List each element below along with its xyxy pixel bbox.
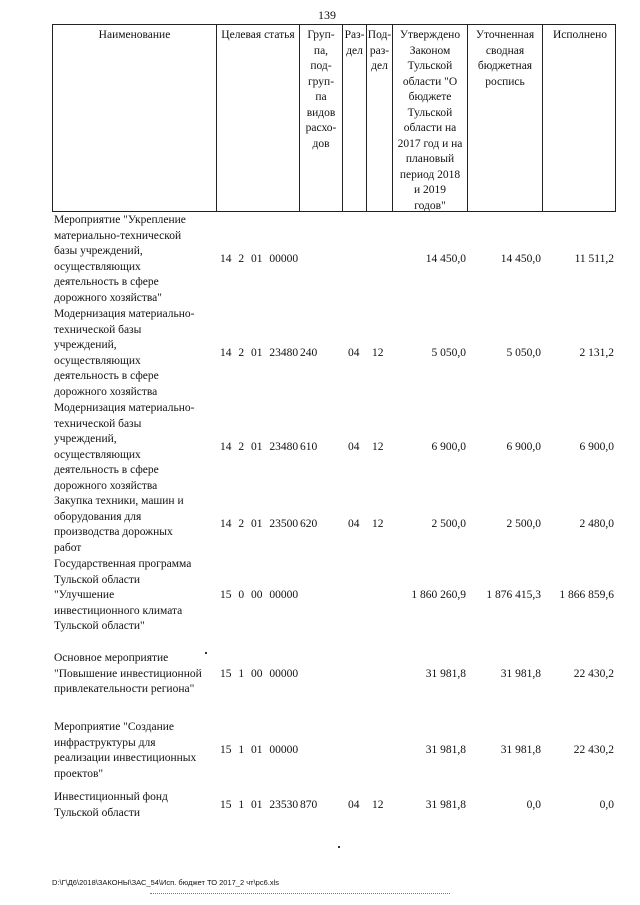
row-name-line: деятельность в сфере [54, 370, 159, 382]
row-name-line: технической базы [54, 417, 142, 430]
header-line: дел [346, 44, 363, 57]
row-name-line: инфраструктуры для [54, 736, 156, 749]
scan-speck [205, 652, 207, 654]
row-name-line: Мероприятие "Укрепление [54, 214, 186, 226]
row-refined: 2 500,0 [506, 518, 541, 531]
row-name-line: Тульской области [54, 806, 141, 819]
row-done: 0,0 [599, 798, 614, 811]
row-approved: 5 050,0 [431, 346, 466, 359]
header-done [543, 25, 617, 211]
row-approved: 6 900,0 [431, 440, 466, 453]
row-refined: 14 450,0 [500, 252, 541, 265]
row-podrazdel: 12 [372, 440, 384, 453]
row-name-line: деятельность в сфере [54, 464, 159, 476]
header-line: видов [306, 106, 336, 119]
header-line: Утверждено [399, 29, 461, 41]
header-line: бюджетная [477, 60, 533, 72]
row-name-line: дорожного хозяйства" [54, 291, 162, 304]
row-name-line: деятельность в сфере [54, 276, 159, 288]
table-header [52, 24, 616, 212]
header-line: дел [371, 60, 388, 72]
header-line: под- [310, 60, 332, 72]
row-approved: 1 860 260,9 [411, 589, 466, 601]
footer-file-path: D:\Г\Д6\2018\ЗАКОНЫ\ЗАС_54\Исп. бюджет ТО 2017_2 чт\рс6.xls [52, 878, 280, 887]
row-done: 22 430,2 [573, 667, 614, 680]
header-line: плановый [405, 153, 455, 165]
row-name-line: осуществляющих [54, 260, 141, 273]
row-name-line: инвестиционного климата [54, 604, 183, 617]
row-name [54, 401, 214, 494]
row-razdel: 04 [348, 440, 360, 453]
header-name [53, 25, 217, 211]
row-name-line: дорожного хозяйства [54, 479, 158, 492]
row-target-code: 14 2 01 23500 [220, 518, 299, 531]
row-name-line: Тульской области" [54, 620, 145, 632]
row-name [54, 790, 214, 821]
header-line: груп- [307, 75, 335, 88]
header-line: Груп- [307, 29, 335, 41]
header-line: па [315, 91, 327, 103]
row-approved: 2 500,0 [431, 518, 466, 531]
header-line: области "О [402, 75, 458, 88]
row-done: 1 866 859,6 [559, 589, 614, 601]
header-line: Наименование [98, 29, 171, 41]
row-name-line: дорожного хозяйства [54, 385, 158, 398]
row-razdel: 04 [348, 346, 360, 359]
row-name-line: реализации инвестиционных [54, 752, 197, 764]
row-name-line: Государственная программа [54, 558, 192, 570]
row-done: 11 511,2 [574, 252, 614, 265]
page-number: 139 [318, 8, 336, 22]
row-name [54, 557, 214, 635]
header-razdel [343, 25, 367, 211]
row-name-line: учреждений, [54, 339, 117, 351]
header-line: области на [403, 122, 457, 134]
row-name-line: проектов" [54, 767, 104, 780]
footer-rule [150, 893, 450, 894]
row-refined: 0,0 [526, 798, 541, 811]
row-group: 870 [300, 798, 318, 811]
row-target-code: 15 1 01 00000 [220, 744, 299, 757]
row-name-line: производства дорожных [54, 526, 173, 538]
header-line: и 2019 [413, 184, 447, 196]
row-name-line: базы учреждений, [54, 245, 143, 257]
header-line: Раз- [344, 29, 365, 41]
header-line: раз- [369, 44, 390, 57]
row-target-code: 14 2 01 23480 [220, 440, 299, 453]
row-name-line: Модернизация материально- [54, 308, 195, 320]
header-line: годов" [414, 199, 446, 212]
row-approved: 31 981,8 [425, 744, 466, 757]
header-line: Законом [409, 44, 451, 57]
row-name-line: привлекательности региона" [54, 683, 195, 695]
header-line: роспись [485, 75, 525, 88]
row-podrazdel: 12 [372, 346, 384, 359]
row-name-line: материально-технической [54, 229, 182, 242]
row-done: 2 131,2 [579, 346, 614, 359]
header-line: расхо- [305, 122, 337, 134]
row-done: 6 900,0 [579, 440, 614, 453]
header-group [300, 25, 343, 211]
header-line: дов [312, 137, 330, 150]
row-razdel: 04 [348, 518, 360, 531]
row-name-line: "Повышение инвестиционной [54, 667, 202, 680]
row-approved: 31 981,8 [425, 798, 466, 811]
row-name [54, 213, 214, 306]
row-name-line: Закупка техники, машин и [54, 495, 184, 507]
row-name-line: работ [54, 541, 82, 554]
row-name [54, 651, 214, 698]
row-target-code: 15 1 00 00000 [220, 667, 299, 680]
row-name-line: учреждений, [54, 433, 117, 445]
row-done: 22 430,2 [573, 744, 614, 757]
header-line: Исполнено [552, 29, 608, 41]
row-name-line: "Улучшение [54, 589, 115, 601]
row-name-line: Мероприятие "Создание [54, 721, 175, 733]
header-podrazdel [367, 25, 393, 211]
header-target [217, 25, 300, 211]
row-name-line: осуществляющих [54, 354, 141, 367]
row-name [54, 720, 214, 782]
row-refined: 5 050,0 [506, 346, 541, 359]
row-approved: 14 450,0 [425, 252, 466, 265]
row-podrazdel: 12 [372, 798, 384, 811]
row-name-line: осуществляющих [54, 448, 141, 461]
header-line: период 2018 [399, 168, 461, 181]
row-name [54, 494, 214, 556]
header-line: бюджете [408, 91, 452, 103]
row-name-line: оборудования для [54, 510, 142, 523]
header-line: 2017 год и на [397, 137, 463, 150]
row-refined: 1 876 415,3 [486, 589, 541, 601]
row-refined: 31 981,8 [500, 744, 541, 757]
row-podrazdel: 12 [372, 518, 384, 531]
header-line: Тульской [407, 60, 453, 72]
header-line: Тульской [407, 106, 453, 119]
row-name-line: Модернизация материально- [54, 402, 195, 414]
row-name-line: технической базы [54, 323, 142, 336]
row-razdel: 04 [348, 798, 360, 811]
row-refined: 31 981,8 [500, 667, 541, 680]
scan-speck [338, 846, 340, 848]
row-name-line: Инвестиционный фонд [54, 791, 168, 803]
row-name [54, 307, 214, 400]
header-line: сводная [485, 44, 525, 57]
header-refined [468, 25, 543, 211]
row-group: 240 [300, 346, 318, 359]
header-line: па, [313, 44, 329, 57]
header-line: Под- [367, 29, 392, 41]
row-target-code: 15 0 00 00000 [220, 589, 299, 601]
row-target-code: 14 2 01 00000 [220, 252, 299, 265]
header-line: Уточненная [475, 29, 535, 41]
row-group: 610 [300, 440, 318, 453]
row-done: 2 480,0 [579, 518, 614, 531]
row-name-line: Тульской области [54, 573, 141, 586]
row-group: 620 [300, 518, 318, 531]
row-target-code: 15 1 01 23530 [220, 798, 299, 811]
header-approved [393, 25, 468, 211]
header-line: Целевая статья [221, 29, 295, 41]
row-refined: 6 900,0 [506, 440, 541, 453]
row-approved: 31 981,8 [425, 667, 466, 680]
row-target-code: 14 2 01 23480 [220, 346, 299, 359]
row-name-line: Основное мероприятие [54, 652, 169, 664]
